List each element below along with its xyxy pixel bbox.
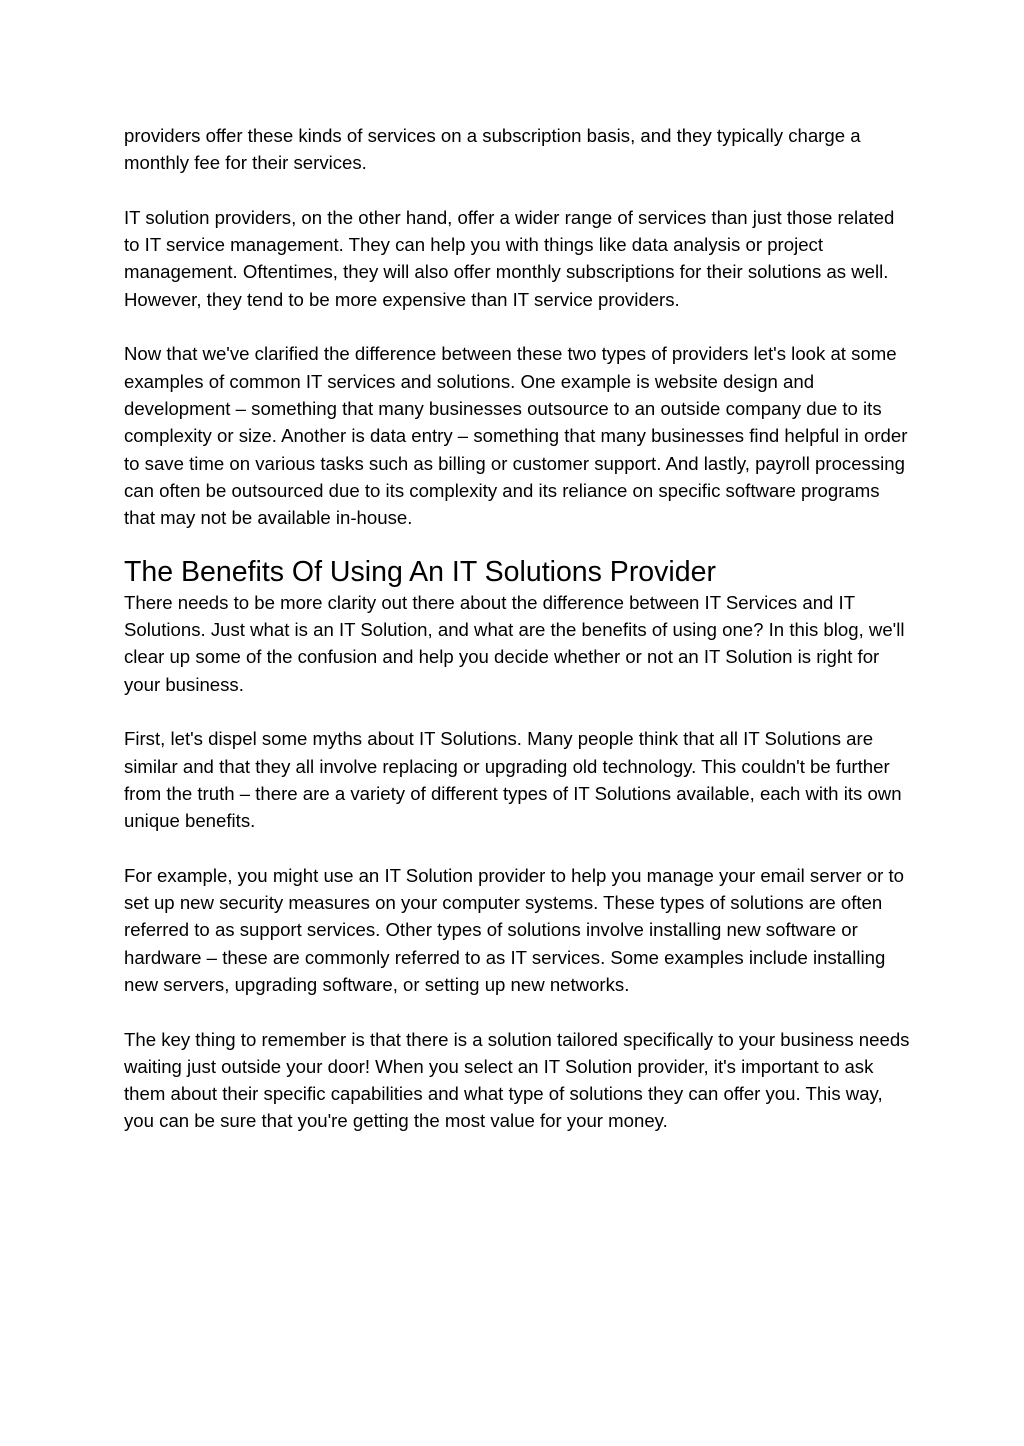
document-page (124, 122, 914, 1162)
paragraph-subscription-providers: providers offer these kinds of services on a subscription basis, and they typically charge a monthly fee for their services. (124, 125, 861, 174)
paragraph-it-solution-providers: IT solution providers, on the other hand, offer a wider range of services than just those related to IT service management. They can help you with things like data analysis or project management. Oftentimes, they will also offer monthly subscriptions for their solutions as well. However, they tend to be more expensive than IT service providers. (124, 206, 895, 310)
paragraph-myths: First, let's dispel some myths about IT Solutions. Many people think that all IT Solutions are similar and that they all involve replacing or upgrading old technology. This couldn't be further from the truth – there are a variety of different types of IT Solutions available, each with its own unique benefits. (124, 728, 902, 832)
section-heading: The Benefits Of Using An IT Solutions Provider (124, 555, 716, 588)
paragraph-for-example: For example, you might use an IT Solution provider to help you manage your email server or to set up new security measures on your computer systems. These types of solutions are often referred to as support services. Other types of solutions involve installing new software or hardware – these are commonly referred to as IT services. Some examples include installing new servers, upgrading software, or setting up new networks. (124, 864, 904, 995)
paragraph-examples: Now that we've clarified the difference between these two types of providers let's look at some examples of common IT services and solutions. One example is website design and development – something that many businesses outsource to an outside company due to its complexity or size. Another is data entry – something that many businesses find helpful in order to save time on various tasks such as billing or customer support. And lastly, payroll processing can often be outsourced due to its complexity and its reliance on specific software programs that may not be available in-house. (124, 343, 908, 529)
paragraph-clarity: There needs to be more clarity out there about the difference between IT Services and IT Solutions. Just what is an IT Solution, and what are the benefits of using one? In this blog, we'll clear up some of the confusion and help you decide whether or not an IT Solution is right for your business. (124, 591, 905, 695)
paragraph-key-thing: The key thing to remember is that there is a solution tailored specifically to your business needs waiting just outside your door! When you select an IT Solution provider, it's important to ask them about their specific capabilities and what type of solutions they can offer you. This way, you can be sure that you're getting the most value for your money. (124, 1028, 910, 1132)
